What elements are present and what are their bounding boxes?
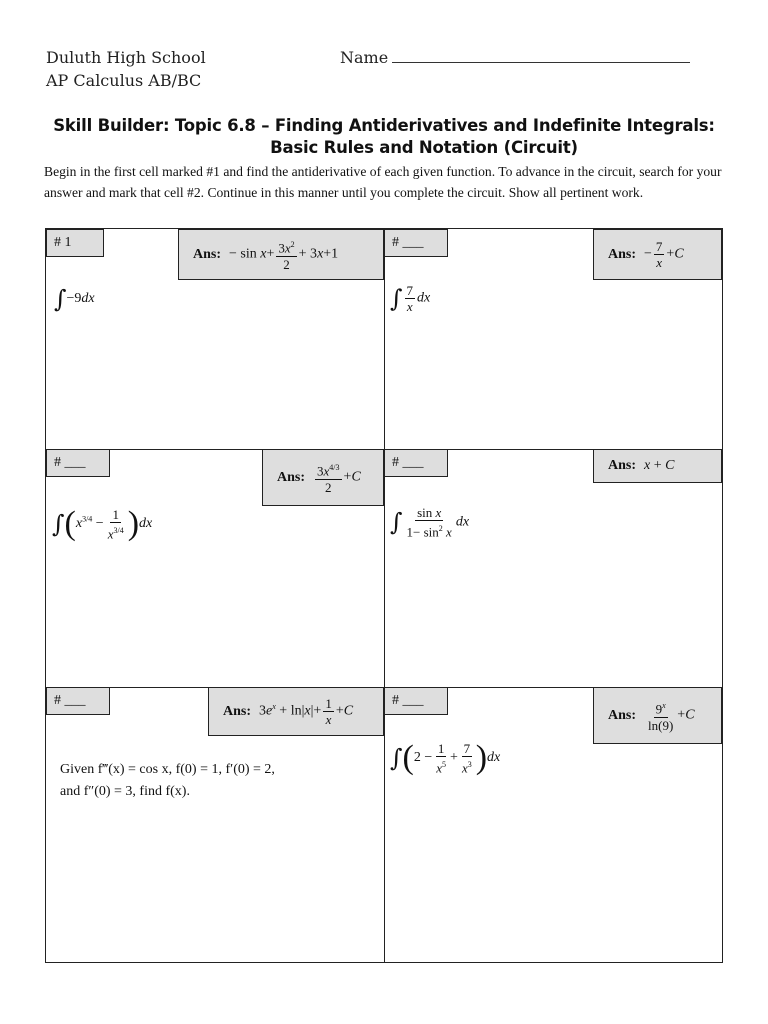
answer-box: [262, 449, 384, 506]
answer-box: [593, 229, 722, 280]
answer-label: Ans:: [608, 707, 637, 723]
answer-box: [593, 449, 722, 483]
name-field[interactable]: [340, 48, 690, 67]
answer-box: [178, 229, 384, 280]
problem-expression: ∫ $\frac{\text{sin x}}{1- \sin^2 x}$ dx: [390, 505, 470, 540]
name-blank[interactable]: [392, 48, 690, 63]
problem-expression: ∫−9dx: [54, 285, 95, 313]
problem-expression: ∫(2 − $\frac{1}{x^5}$ + $\frac{7}{x^3}$ )dx: [390, 739, 501, 776]
problem-expression: ∫ $\frac{7}{x}$ dx: [390, 283, 431, 314]
answer-expression: x + C: [644, 458, 675, 473]
answer-expression: − sin x+ $\frac{3x^2}{2}$ + 3x+1: [229, 237, 338, 271]
cell-number[interactable]: # ___: [384, 229, 448, 257]
cell-number[interactable]: # 1: [46, 229, 104, 257]
page-title: Skill Builder: Topic 6.8 – Finding Antiderivatives and Indefinite Integrals:: [53, 116, 715, 135]
problem-line-1: Given f‴(x) = cos x, f(0) = 1, f′(0) = 2,: [60, 762, 275, 777]
course-name: AP Calculus AB/BC: [46, 71, 202, 90]
answer-expression: $\frac{3x^{4/3}}{2}$ +C: [313, 460, 361, 494]
school-name: Duluth High School: [46, 48, 206, 67]
page-subtitle: Basic Rules and Notation (Circuit): [270, 138, 578, 157]
problem-line-2: and f″(0) = 3, find f(x).: [60, 784, 190, 799]
answer-expression: $\frac{9^x}{\ln(9)}$ +C: [644, 698, 695, 732]
instructions-text: Begin in the first cell marked #1 and find the antiderivative of each given function. To advance in the circuit, search for your answer and mark that cell #2. Continue in this manner until you complete the circuit. Show all pertinent work.: [44, 164, 722, 200]
answer-label: Ans:: [608, 246, 637, 262]
answer-expression: $3e^x + \ln|x|+$ $\frac{1}{x}$ +C: [259, 696, 354, 727]
answer-expression: − $\frac{7}{x}$ +C: [644, 239, 684, 270]
grid-divider-vertical: [384, 229, 385, 962]
answer-label: Ans:: [277, 469, 306, 485]
cell-number[interactable]: # ___: [384, 687, 448, 715]
answer-label: Ans:: [193, 246, 222, 262]
circuit-grid: [45, 228, 723, 963]
answer-label: Ans:: [223, 703, 252, 719]
problem-expression: $\int(x^{3/4}$ − $\frac{1}{x^{3/4}}$ )dx: [52, 505, 153, 542]
answer-box: [593, 687, 722, 744]
answer-label: Ans:: [608, 458, 637, 473]
cell-number[interactable]: # ___: [46, 687, 110, 715]
name-label: Name: [340, 48, 389, 67]
cell-number[interactable]: # ___: [384, 449, 448, 477]
answer-box: [208, 687, 384, 736]
problem-expression: [60, 759, 275, 803]
cell-number[interactable]: # ___: [46, 449, 110, 477]
